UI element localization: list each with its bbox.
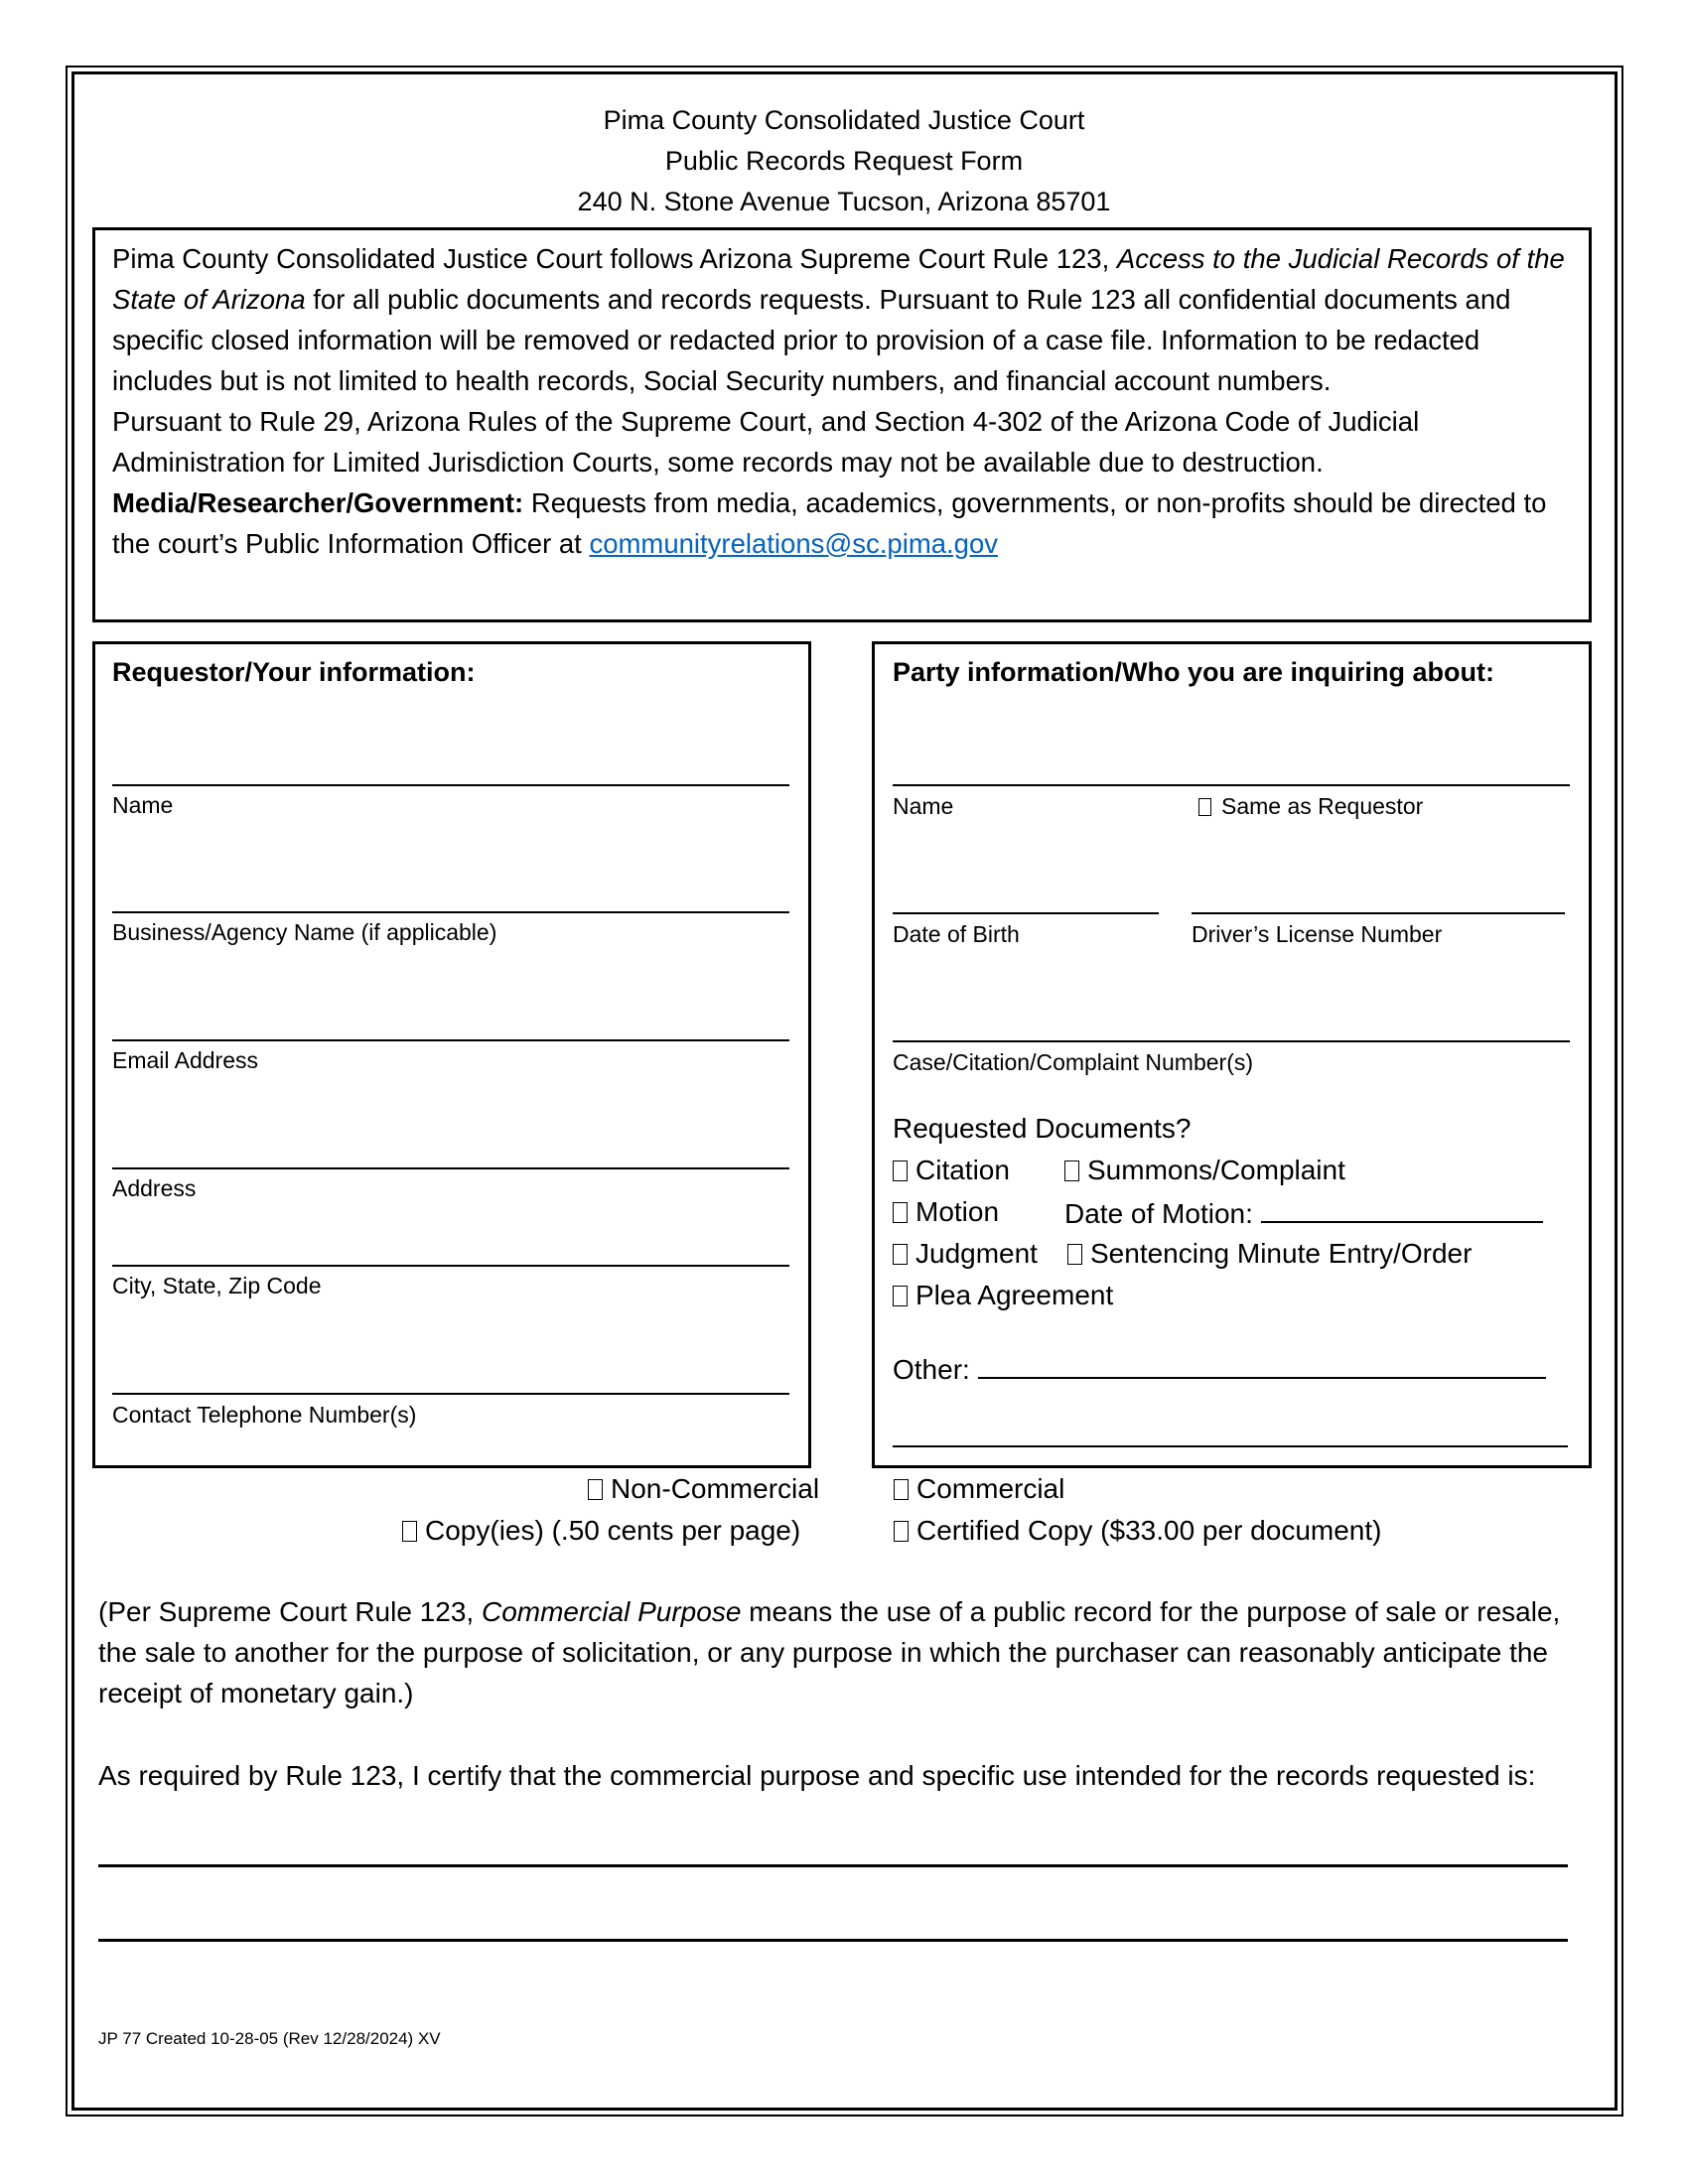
note-suffix: means the use of a public record for the purpose of sale or resale, the sale to another for the purpose of solicitation, or any purpose in which the purchaser can reasonably anticipate the receipt of monetary gain.) bbox=[98, 1596, 1561, 1708]
intro-p1-prefix: Pima County Consolidated Justice Court follows Arizona Supreme Court Rule 123, bbox=[112, 243, 1117, 274]
commercial-checkbox[interactable] bbox=[894, 1479, 909, 1500]
party-name-label: Name bbox=[893, 793, 954, 819]
option-non-commercial[interactable] bbox=[588, 1472, 819, 1506]
requestor-address-label: Address bbox=[112, 1175, 197, 1201]
intro-p1-suffix: for all public documents and records requests. Pursuant to Rule 123 all confidential documents and specific closed information will be removed or redacted prior to provision of a case file. Information to be redacted includes but is not limited to health records, Social Security numbers, and financial account numbers. bbox=[112, 284, 1511, 396]
note-prefix: (Per Supreme Court Rule 123, bbox=[98, 1596, 482, 1627]
intro-paragraph-3 bbox=[112, 482, 1582, 564]
media-label: Media/Researcher/Government: bbox=[112, 487, 524, 518]
intro-p1-italic: Access to the Judicial Records of the State of Arizona bbox=[112, 243, 1565, 315]
same-as-requestor-label: Same as Requestor bbox=[1221, 793, 1424, 819]
certification-line-1[interactable] bbox=[98, 1864, 1568, 1867]
doc-option-summons[interactable] bbox=[1064, 1154, 1345, 1187]
citation-checkbox[interactable] bbox=[893, 1160, 908, 1181]
court-address: 240 N. Stone Avenue Tucson, Arizona 85701 bbox=[577, 187, 1111, 216]
party-case-line[interactable] bbox=[893, 1040, 1570, 1042]
sentencing-checkbox[interactable] bbox=[1067, 1244, 1082, 1265]
requestor-city-label: City, State, Zip Code bbox=[112, 1273, 322, 1298]
party-dl-label: Driver’s License Number bbox=[1192, 921, 1443, 947]
certification-text: As required by Rule 123, I certify that the commercial purpose and specific use intended for the records requested is: bbox=[98, 1760, 1536, 1791]
judgment-label: Judgment bbox=[915, 1238, 1038, 1269]
commercial-label: Commercial bbox=[916, 1473, 1065, 1504]
other-label: Other: bbox=[893, 1354, 970, 1385]
doc-option-plea[interactable] bbox=[893, 1279, 1113, 1312]
certified-copy-label: Certified Copy ($33.00 per document) bbox=[916, 1515, 1382, 1546]
other-input[interactable] bbox=[978, 1353, 1546, 1379]
commercial-purpose-note bbox=[98, 1591, 1588, 1713]
note-italic: Commercial Purpose bbox=[481, 1596, 742, 1627]
requestor-city-line[interactable] bbox=[112, 1265, 789, 1267]
party-name-line[interactable] bbox=[893, 784, 1570, 786]
copies-label: Copy(ies) (.50 cents per page) bbox=[425, 1515, 801, 1546]
requestor-name-label: Name bbox=[112, 792, 174, 818]
doc-row-1 bbox=[893, 1154, 1010, 1187]
form-id-footer: JP 77 Created 10-28-05 (Rev 12/28/2024) XV bbox=[98, 2029, 441, 2048]
certification-line-2[interactable] bbox=[98, 1939, 1568, 1942]
requested-documents-heading: Requested Documents? bbox=[893, 1113, 1192, 1144]
option-copies[interactable] bbox=[402, 1514, 800, 1548]
requestor-email-line[interactable] bbox=[112, 1039, 789, 1041]
doc-option-citation[interactable] bbox=[893, 1155, 1010, 1185]
requestor-business-label: Business/Agency Name (if applicable) bbox=[112, 919, 497, 945]
plea-checkbox[interactable] bbox=[893, 1286, 908, 1306]
same-as-requestor-option[interactable] bbox=[1198, 792, 1423, 820]
judgment-checkbox[interactable] bbox=[893, 1244, 908, 1265]
plea-label: Plea Agreement bbox=[915, 1280, 1114, 1310]
date-of-motion-field bbox=[1064, 1195, 1543, 1231]
requestor-heading: Requestor/Your information: bbox=[112, 657, 476, 687]
other-input-line-2[interactable] bbox=[893, 1445, 1568, 1447]
option-commercial[interactable] bbox=[894, 1472, 1064, 1506]
requestor-email-label: Email Address bbox=[112, 1047, 259, 1073]
party-dl-line[interactable] bbox=[1192, 912, 1565, 914]
date-of-motion-input[interactable] bbox=[1261, 1195, 1543, 1223]
requestor-name-line[interactable] bbox=[112, 784, 789, 786]
form-title: Public Records Request Form bbox=[664, 146, 1024, 176]
intro-text bbox=[112, 238, 1582, 564]
party-case-label: Case/Citation/Complaint Number(s) bbox=[893, 1049, 1254, 1075]
doc-option-sentencing[interactable] bbox=[1067, 1237, 1472, 1271]
party-dob-line[interactable] bbox=[893, 912, 1159, 914]
citation-label: Citation bbox=[915, 1155, 1010, 1185]
same-as-requestor-checkbox[interactable] bbox=[1198, 798, 1211, 816]
pio-email-link[interactable]: communityrelations@sc.pima.gov bbox=[589, 528, 999, 559]
media-text: Requests from media, academics, governments, or non-profits should be directed to the court’s Public Information Officer at bbox=[112, 487, 1547, 559]
non-commercial-label: Non-Commercial bbox=[611, 1473, 820, 1504]
requestor-phone-line[interactable] bbox=[112, 1393, 789, 1395]
motion-label: Motion bbox=[915, 1196, 1000, 1227]
requestor-business-line[interactable] bbox=[112, 911, 789, 913]
doc-option-motion[interactable] bbox=[893, 1195, 999, 1229]
summons-label: Summons/Complaint bbox=[1087, 1155, 1345, 1185]
certified-copy-checkbox[interactable] bbox=[894, 1521, 909, 1542]
requestor-phone-label: Contact Telephone Number(s) bbox=[112, 1402, 417, 1428]
intro-paragraph-1 bbox=[112, 238, 1582, 401]
party-heading: Party information/Who you are inquiring about: bbox=[893, 657, 1494, 687]
date-of-motion-label: Date of Motion: bbox=[1064, 1198, 1253, 1229]
requestor-address-line[interactable] bbox=[112, 1167, 789, 1169]
sentencing-label: Sentencing Minute Entry/Order bbox=[1090, 1238, 1473, 1269]
copies-checkbox[interactable] bbox=[402, 1521, 417, 1542]
doc-option-judgment[interactable] bbox=[893, 1237, 1038, 1271]
non-commercial-checkbox[interactable] bbox=[588, 1479, 603, 1500]
option-certified-copy[interactable] bbox=[894, 1514, 1381, 1548]
court-name: Pima County Consolidated Justice Court bbox=[603, 105, 1085, 135]
intro-paragraph-2: Pursuant to Rule 29, Arizona Rules of the Supreme Court, and Section 4-302 of the Arizona Code of Judicial Administration for Limited Jurisdiction Courts, some records may not be available due to destruction. bbox=[112, 406, 1420, 478]
party-dob-label: Date of Birth bbox=[893, 921, 1020, 947]
motion-checkbox[interactable] bbox=[893, 1202, 908, 1223]
summons-checkbox[interactable] bbox=[1064, 1160, 1079, 1181]
other-field bbox=[893, 1353, 1546, 1387]
